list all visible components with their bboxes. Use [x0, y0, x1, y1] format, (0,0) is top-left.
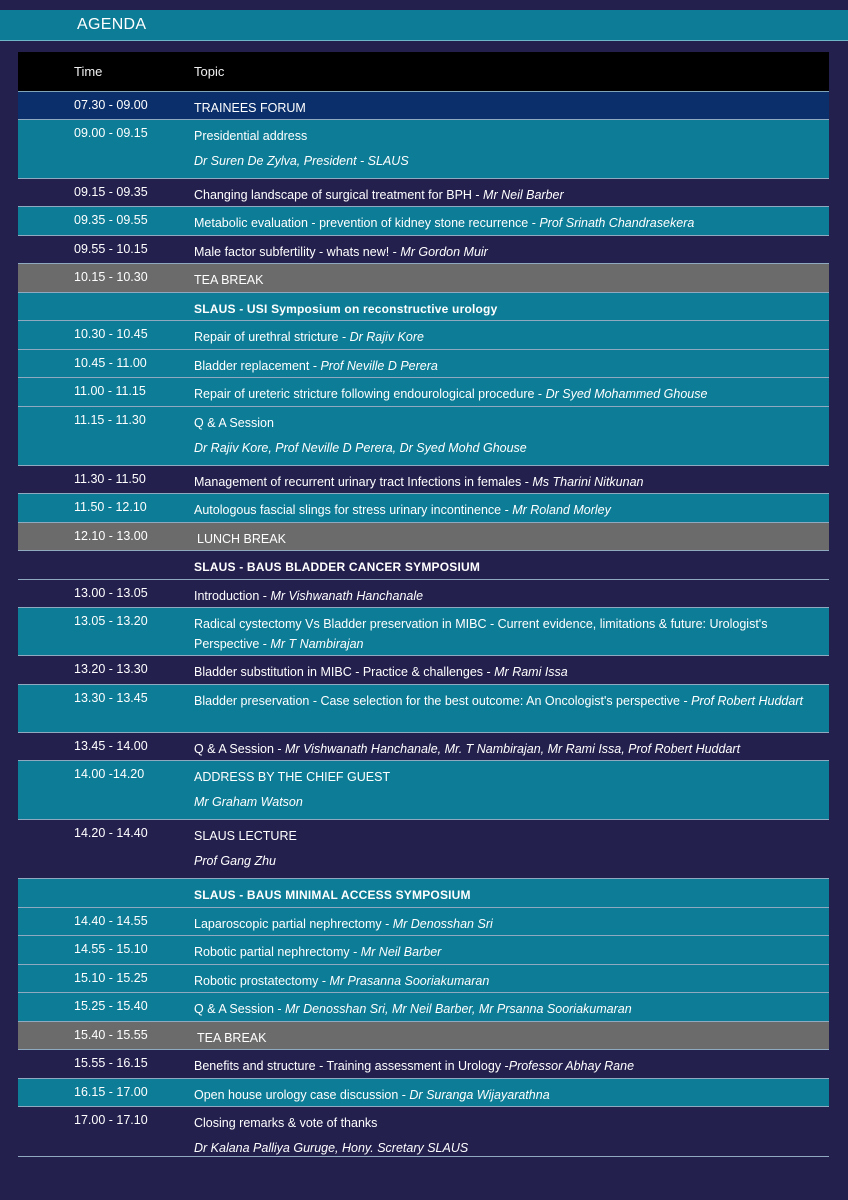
- topic-line: [197, 1028, 821, 1048]
- topic-title: SLAUS - USI Symposium on reconstructive urology: [194, 302, 498, 316]
- topic-title: Q & A Session -: [194, 742, 286, 756]
- topic-line: [194, 971, 821, 991]
- top-strip: [0, 0, 848, 10]
- row-topic: [197, 529, 821, 549]
- table-row: [18, 264, 829, 293]
- topic-title: SLAUS - BAUS MINIMAL ACCESS SYMPOSIUM: [194, 888, 471, 902]
- speaker-name: Mr Denosshan Sri, Mr Neil Barber, Mr Prsanna Sooriakumaran: [285, 1002, 632, 1016]
- topic-line: [194, 185, 821, 205]
- topic-title: Open house urology case discussion -: [194, 1088, 410, 1102]
- row-topic: [194, 384, 821, 404]
- table-row: [18, 879, 829, 908]
- row-time: 15.55 - 16.15: [74, 1056, 148, 1070]
- row-time: 09.15 - 09.35: [74, 185, 148, 199]
- topic-line: [194, 500, 821, 520]
- topic-title: Bladder replacement -: [194, 359, 321, 373]
- row-topic: [194, 299, 821, 319]
- topic-line: [194, 126, 821, 146]
- table-row: [18, 820, 829, 879]
- row-topic: [194, 500, 821, 520]
- row-time: 07.30 - 09.00: [74, 98, 148, 112]
- row-topic: [194, 971, 821, 991]
- topic-title: TRAINEES FORUM: [194, 101, 306, 115]
- agenda-table: [18, 52, 829, 1157]
- row-time: 13.20 - 13.30: [74, 662, 148, 676]
- row-topic: [194, 1085, 821, 1105]
- agenda-header: [0, 10, 848, 41]
- table-row: [18, 936, 829, 965]
- speaker-name: Ms Tharini Nitkunan: [532, 475, 644, 489]
- row-topic: [194, 557, 821, 577]
- topic-title: Changing landscape of surgical treatment for BPH -: [194, 188, 484, 202]
- topic-line: [194, 472, 821, 492]
- page-title: AGENDA: [77, 16, 147, 33]
- row-time: 13.05 - 13.20: [74, 614, 148, 628]
- topic-title: Bladder preservation - Case selection for the best outcome: An Oncologist's perspective -: [194, 694, 692, 708]
- table-row: [18, 1022, 829, 1050]
- table-row: [18, 523, 829, 551]
- topic-title: Autologous fascial slings for stress urinary incontinence -: [194, 503, 513, 517]
- speaker-name: Mr Neil Barber: [360, 945, 442, 959]
- speaker-name: Mr Vishwanath Hanchanale: [270, 589, 424, 603]
- table-row: [18, 580, 829, 608]
- topic-line: [194, 299, 821, 319]
- topic-title: Bladder substitution in MIBC - Practice & challenges -: [194, 665, 495, 679]
- row-topic: [197, 1028, 821, 1048]
- row-time: 12.10 - 13.00: [74, 529, 148, 543]
- speaker-subline: Dr Rajiv Kore, Prof Neville D Perera, Dr Syed Mohd Ghouse: [194, 441, 527, 455]
- topic-title: Q & A Session -: [194, 1002, 286, 1016]
- table-row: [18, 551, 829, 580]
- row-time: 16.15 - 17.00: [74, 1085, 148, 1099]
- table-row: [18, 466, 829, 494]
- topic-title: Repair of urethral stricture -: [194, 330, 350, 344]
- row-time: 11.15 - 11.30: [74, 413, 146, 427]
- row-topic: [194, 767, 821, 812]
- row-topic: [194, 242, 821, 262]
- speaker-subline: Dr Suren De Zylva, President - SLAUS: [194, 154, 409, 168]
- topic-line: [194, 914, 821, 934]
- topic-line: [194, 557, 821, 577]
- row-topic: [194, 356, 821, 376]
- speaker-name: Prof Robert Huddart: [691, 694, 803, 708]
- speaker-name: Mr Rami Issa: [494, 665, 568, 679]
- table-row: [18, 1079, 829, 1107]
- table-row: [18, 120, 829, 179]
- row-time: 13.00 - 13.05: [74, 586, 148, 600]
- topic-line: [194, 691, 821, 711]
- row-time: 14.40 - 14.55: [74, 914, 148, 928]
- table-row: [18, 685, 829, 733]
- row-topic: [194, 739, 821, 759]
- topic-title: Male factor subfertility - whats new! -: [194, 245, 401, 259]
- speaker-name: Dr Suranga Wijayarathna: [409, 1088, 550, 1102]
- table-row: [18, 92, 829, 120]
- topic-line: [194, 242, 821, 262]
- row-time: 11.30 - 11.50: [74, 472, 146, 486]
- row-time: 14.55 - 15.10: [74, 942, 148, 956]
- topic-line: [194, 826, 821, 846]
- table-row: [18, 293, 829, 321]
- row-topic: [194, 126, 821, 171]
- row-time: 10.30 - 10.45: [74, 327, 148, 341]
- row-topic: [194, 98, 821, 118]
- speaker-subline: Dr Kalana Palliya Guruge, Hony. Scretary SLAUS: [194, 1141, 469, 1155]
- row-topic: [194, 472, 821, 492]
- topic-title: Closing remarks & vote of thanks: [194, 1116, 378, 1130]
- topic-line: [194, 662, 821, 682]
- table-row: [18, 236, 829, 264]
- table-row: [18, 494, 829, 523]
- topic-column-header: Topic: [194, 64, 225, 79]
- topic-title: Introduction -: [194, 589, 271, 603]
- table-row: [18, 321, 829, 350]
- table-row: [18, 1050, 829, 1079]
- topic-line: [194, 356, 821, 376]
- table-row: [18, 207, 829, 236]
- speaker-name: Mr Denosshan Sri: [392, 917, 493, 931]
- table-row: [18, 608, 829, 656]
- row-topic: [194, 942, 821, 962]
- row-topic: [194, 327, 821, 347]
- row-time: 14.00 -14.20: [74, 767, 145, 781]
- row-time: 09.35 - 09.55: [74, 213, 148, 227]
- row-time: 15.25 - 15.40: [74, 999, 148, 1013]
- topic-title: Q & A Session: [194, 416, 274, 430]
- row-time: 10.45 - 11.00: [74, 356, 147, 370]
- topic-line: [194, 98, 821, 118]
- topic-line: [194, 213, 821, 233]
- speaker-subline: Prof Gang Zhu: [194, 854, 276, 868]
- topic-line: [194, 586, 821, 606]
- topic-line: [194, 767, 821, 787]
- row-topic: [194, 914, 821, 934]
- speaker-name: Mr Roland Morley: [512, 503, 611, 517]
- topic-line: [194, 999, 821, 1019]
- row-topic: [194, 213, 821, 233]
- row-topic: [194, 586, 821, 606]
- topic-line: [194, 270, 821, 290]
- topic-title: Management of recurrent urinary tract Infections in females -: [194, 475, 533, 489]
- row-topic: [194, 1113, 821, 1158]
- topic-title: LUNCH BREAK: [197, 532, 286, 546]
- row-time: 09.55 - 10.15: [74, 242, 148, 256]
- topic-line: [194, 942, 821, 962]
- speaker-name: Mr Prasanna Sooriakumaran: [329, 974, 490, 988]
- topic-line: [194, 1085, 821, 1105]
- speaker-name: Mr Neil Barber: [483, 188, 564, 202]
- topic-title: Robotic prostatectomy -: [194, 974, 330, 988]
- row-topic: [194, 662, 821, 682]
- topic-line: [194, 614, 821, 654]
- topic-title: SLAUS LECTURE: [194, 829, 297, 843]
- row-topic: [194, 614, 821, 654]
- row-time: 17.00 - 17.10: [74, 1113, 148, 1127]
- table-row: [18, 761, 829, 820]
- row-time: 09.00 - 09.15: [74, 126, 148, 140]
- table-header: [18, 52, 829, 92]
- row-time: 15.10 - 15.25: [74, 971, 148, 985]
- table-row: [18, 993, 829, 1022]
- row-topic: [194, 185, 821, 205]
- row-time: 10.15 - 10.30: [74, 270, 148, 284]
- row-topic: [194, 885, 821, 905]
- table-row: [18, 908, 829, 936]
- row-topic: [194, 1056, 821, 1076]
- table-row: [18, 350, 829, 378]
- topic-title: Radical cystectomy Vs Bladder preservation in MIBC - Current evidence, limitations & future: Urologist's Perspective -: [194, 617, 768, 651]
- topic-line: [194, 413, 821, 433]
- topic-title: Presidential address: [194, 129, 308, 143]
- topic-title: SLAUS - BAUS BLADDER CANCER SYMPOSIUM: [194, 560, 481, 574]
- topic-title: Benefits and structure - Training assessment in Urology -: [194, 1059, 509, 1073]
- row-time: 11.00 - 11.15: [74, 384, 146, 398]
- speaker-name: Mr Vishwanath Hanchanale, Mr. T Nambirajan, Mr Rami Issa, Prof Robert Huddart: [285, 742, 741, 756]
- topic-line: [194, 1113, 821, 1133]
- table-row: [18, 407, 829, 466]
- speaker-name: Mr T Nambirajan: [270, 637, 364, 651]
- row-time: 13.30 - 13.45: [74, 691, 148, 705]
- topic-line: [194, 327, 821, 347]
- row-topic: [194, 691, 821, 711]
- time-column-header: Time: [74, 64, 103, 79]
- row-topic: [194, 270, 821, 290]
- row-time: 15.40 - 15.55: [74, 1028, 148, 1042]
- table-row: [18, 378, 829, 407]
- topic-title: Robotic partial nephrectomy -: [194, 945, 361, 959]
- table-row: [18, 656, 829, 685]
- topic-line: [197, 529, 821, 549]
- row-topic: [194, 826, 821, 871]
- table-row: [18, 733, 829, 761]
- topic-title: Metabolic evaluation - prevention of kidney stone recurrence -: [194, 216, 540, 230]
- speaker-name: Dr Rajiv Kore: [349, 330, 424, 344]
- speaker-name: Dr Syed Mohammed Ghouse: [545, 387, 708, 401]
- topic-title: TEA BREAK: [194, 273, 264, 287]
- topic-line: [194, 885, 821, 905]
- topic-line: [194, 384, 821, 404]
- topic-title: TEA BREAK: [197, 1031, 267, 1045]
- row-topic: [194, 999, 821, 1019]
- topic-title: ADDRESS BY THE CHIEF GUEST: [194, 770, 391, 784]
- topic-title: Laparoscopic partial nephrectomy -: [194, 917, 393, 931]
- topic-title: Repair of ureteric stricture following endourological procedure -: [194, 387, 546, 401]
- table-row: [18, 965, 829, 993]
- agenda-rows: [18, 92, 829, 1157]
- topic-line: [194, 739, 821, 759]
- table-row: [18, 1107, 829, 1157]
- speaker-name: Prof Srinath Chandrasekera: [539, 216, 695, 230]
- speaker-subline: Mr Graham Watson: [194, 795, 303, 809]
- speaker-name: Mr Gordon Muir: [400, 245, 488, 259]
- topic-line: [194, 1056, 821, 1076]
- speaker-name: Professor Abhay Rane: [508, 1059, 635, 1073]
- row-topic: [194, 413, 821, 458]
- speaker-name: Prof Neville D Perera: [320, 359, 438, 373]
- table-row: [18, 179, 829, 207]
- row-time: 13.45 - 14.00: [74, 739, 148, 753]
- row-time: 11.50 - 12.10: [74, 500, 147, 514]
- row-time: 14.20 - 14.40: [74, 826, 148, 840]
